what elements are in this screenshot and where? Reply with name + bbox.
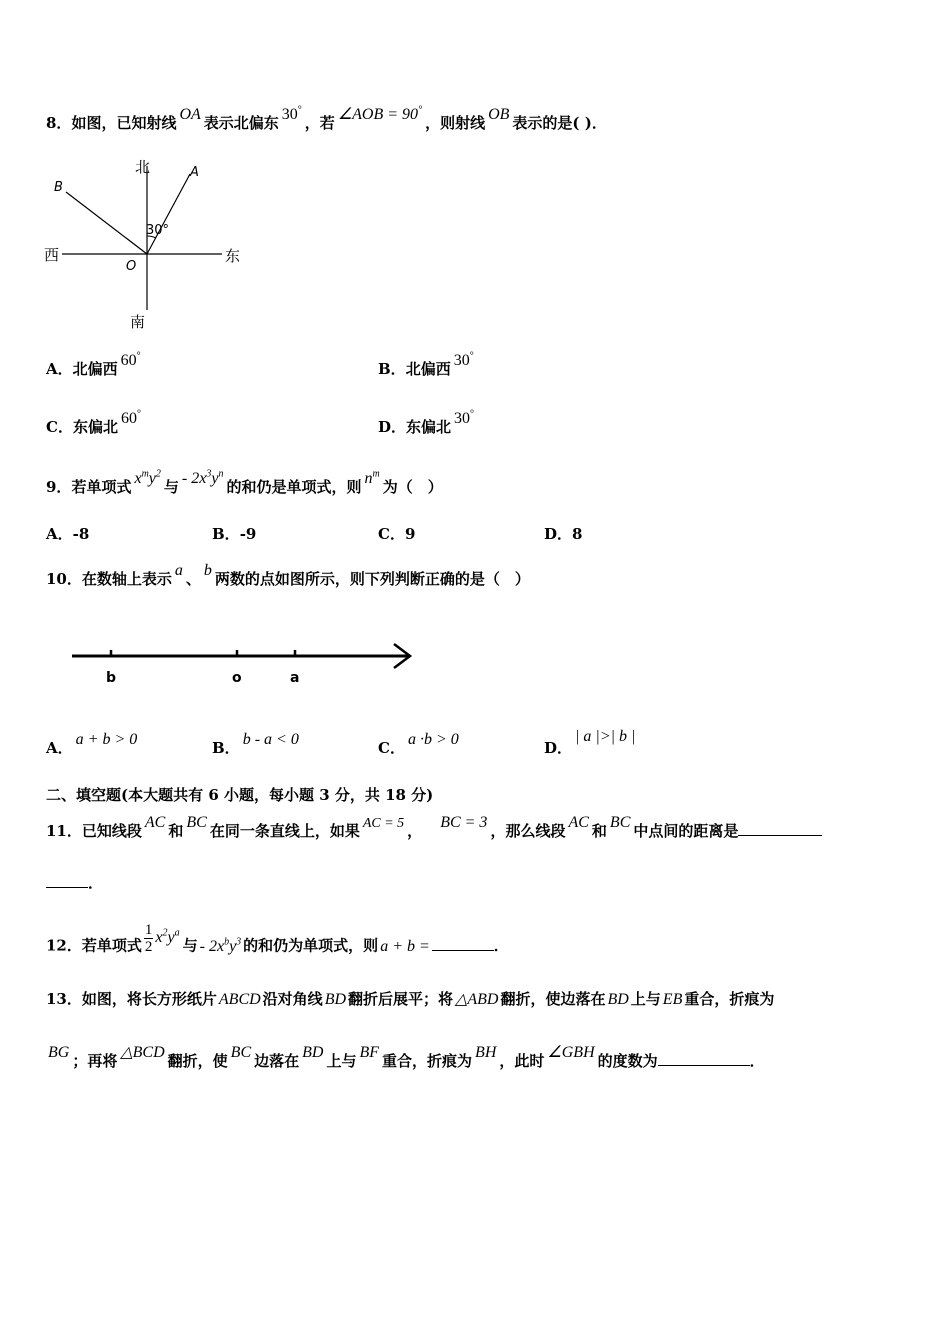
question-10-stem: 10．在数轴上表示 a 、 b 两数的点如图所示，则下列判断正确的是（ ） — [46, 562, 530, 588]
text: 如图，已知射线 — [71, 114, 177, 132]
q10-option-b[interactable]: B． b - a < 0 — [212, 731, 299, 757]
label-angle: 30° — [146, 223, 170, 238]
math-oa: OA — [179, 106, 201, 123]
question-8-stem — [46, 104, 607, 133]
label-b: B — [54, 180, 63, 195]
label-o: O — [126, 259, 137, 274]
math-fraction: $\frac{1}{2}$ — [144, 922, 153, 955]
text: ，若 — [304, 114, 335, 132]
label-east: 东 — [225, 247, 241, 265]
q9-option-d[interactable]: D．8 — [544, 525, 583, 543]
label-west: 西 — [44, 246, 60, 264]
math-monomial-1: $x^2y^a$ — [155, 927, 180, 946]
q10-option-a[interactable]: A． a + b > 0 — [46, 731, 138, 757]
math-aob: ∠AOB = 90° — [337, 104, 423, 123]
label-b: b — [106, 670, 117, 686]
label-south: 南 — [130, 313, 146, 331]
text: ，则射线 — [425, 114, 486, 132]
label-north: 北 — [135, 158, 151, 176]
text: 表示的是( )． — [512, 114, 607, 132]
text: 表示北偏东 — [203, 114, 279, 132]
label-a: a — [290, 670, 300, 686]
question-number: 8． — [46, 114, 72, 132]
answer-blank[interactable] — [658, 1065, 750, 1066]
q8-option-c[interactable]: C．东偏北 60° — [46, 408, 141, 436]
question-12-stem: 12．若单项式 $\frac{1}{2}$ $x^2y^a$与 - $2x^by^3$ 的和仍为单项式，则 a + b = ． — [46, 922, 509, 955]
q10-option-d[interactable]: D．| a |>| b | — [544, 728, 636, 757]
math-monomial-1: $x^my^2$ — [134, 468, 161, 487]
label-o: o — [232, 670, 242, 686]
q9-option-a[interactable]: A．-8 — [46, 525, 90, 543]
q8-option-d[interactable]: D．东偏北 30° — [378, 408, 475, 436]
math-30deg: 30° — [281, 104, 302, 123]
math-ob: OB — [488, 106, 510, 123]
answer-blank[interactable] — [432, 950, 494, 951]
label-a: A — [190, 165, 199, 180]
q9-option-c[interactable]: C．9 — [378, 525, 416, 543]
q8-option-b[interactable]: B．北偏西 30° — [378, 350, 474, 378]
math-a: a — [174, 562, 183, 579]
q8-option-a[interactable]: A．北偏西 60° — [46, 350, 141, 378]
answer-blank-continued[interactable] — [46, 887, 88, 888]
q9-option-b[interactable]: B．-9 — [212, 525, 257, 543]
q10-option-c[interactable]: C． a ·b > 0 — [378, 731, 459, 757]
number-line-figure — [68, 638, 418, 688]
question-11-stem: 11．已知线段 AC 和 BC 在同一条直线上，如果 AC = 5 ， BC = 3 ，那么线段 AC 和 BC 中点间的距离是 — [46, 820, 822, 841]
math-monomial-2: - $2x^by^3$ — [199, 936, 242, 955]
answer-blank[interactable] — [738, 835, 822, 836]
ray-oa — [147, 174, 190, 254]
math-b: b — [203, 562, 212, 579]
question-11-blank-continued: ． — [46, 872, 103, 893]
compass-figure — [40, 152, 250, 332]
math-power: $n^m$ — [364, 468, 380, 487]
math-sum: a + b = — [380, 937, 430, 955]
question-13-stem-line2: BG ；再将 △BCD 翻折，使 BC 边落在 BD 上与 BF 重合，折痕为 BH ，此时 ∠GBH 的度数为 ． — [48, 1044, 765, 1070]
ray-ob — [66, 192, 147, 254]
section-2-title: 二、填空题(本大题共有 6 小题，每小题 3 分，共 18 分) — [46, 786, 434, 804]
question-9-stem: 9．若单项式 $x^my^2$与 - $2x^3y^n$的和仍是单项式，则 $n^m$为（ ） — [46, 468, 443, 496]
question-13-stem-line1: 13．如图，将长方形纸片 ABCD 沿对角线 BD 翻折后展平；将 △ABD 翻折，使边落在 BD 上与 EB 重合，折痕为 — [46, 990, 775, 1008]
math-monomial-2: - $2x^3y^n$ — [181, 468, 224, 487]
